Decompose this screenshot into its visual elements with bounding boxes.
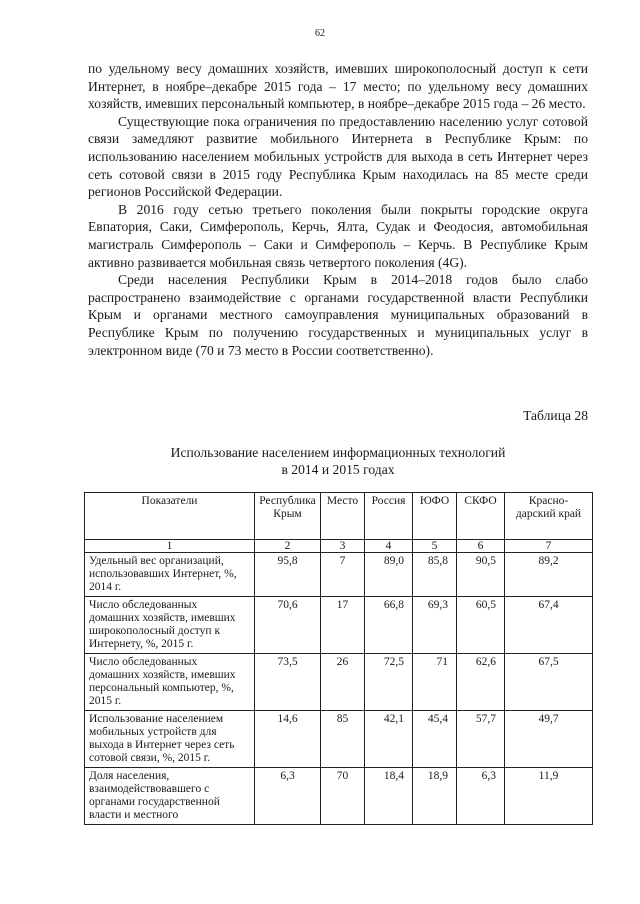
table-row: [85, 654, 593, 711]
value-cell: 57,7: [457, 711, 505, 768]
value-cell: 71: [413, 654, 457, 711]
value-cell: 67,4: [505, 597, 593, 654]
indicator-cell: Число обследованных домашних хозяйств, имевших персональный компьютер, %, 2015 г.: [85, 654, 255, 711]
table-row: [85, 768, 593, 825]
value-cell: 17: [321, 597, 365, 654]
column-index-row: [85, 540, 593, 553]
column-index: 1: [85, 540, 255, 553]
value-cell: 89,0: [365, 553, 413, 597]
column-header: Республика Крым: [255, 493, 321, 540]
value-cell: 60,5: [457, 597, 505, 654]
column-header: СКФО: [457, 493, 505, 540]
value-cell: 49,7: [505, 711, 593, 768]
value-cell: 62,6: [457, 654, 505, 711]
value-cell: 7: [321, 553, 365, 597]
value-cell: 42,1: [365, 711, 413, 768]
column-index: 7: [505, 540, 593, 553]
value-cell: 6,3: [457, 768, 505, 825]
paragraph-2: Существующие пока ограничения по предоставлению населению услуг сотовой связи замедляют развитие мобильного Интернета в Республике Крым: по использованию населением мобильных устройств для выхода в сеть Интернет через сеть сотовой связи в 2015 году Республика Крым находилась на 85 месте среди регионов Российской Федерации.: [88, 113, 588, 200]
column-header: Красно-дарский край: [505, 493, 593, 540]
value-cell: 67,5: [505, 654, 593, 711]
value-cell: 26: [321, 654, 365, 711]
value-cell: 73,5: [255, 654, 321, 711]
column-header: ЮФО: [413, 493, 457, 540]
column-header: Место: [321, 493, 365, 540]
table-row: [85, 597, 593, 654]
value-cell: 70,6: [255, 597, 321, 654]
value-cell: 69,3: [413, 597, 457, 654]
table-row: [85, 553, 593, 597]
value-cell: 89,2: [505, 553, 593, 597]
column-index: 6: [457, 540, 505, 553]
statistics-table: [84, 492, 593, 825]
value-cell: 18,4: [365, 768, 413, 825]
table-title-line-1: Использование населением информационных технологий: [170, 445, 506, 460]
value-cell: 45,4: [413, 711, 457, 768]
indicator-cell: Число обследованных домашних хозяйств, имевших широкополосный доступ к Интернету, %, 2015 г.: [85, 597, 255, 654]
value-cell: 18,9: [413, 768, 457, 825]
column-index: 3: [321, 540, 365, 553]
value-cell: 72,5: [365, 654, 413, 711]
indicator-cell: Использование населением мобильных устройств для выхода в Интернет через сеть сотовой связи, %, 2015 г.: [85, 711, 255, 768]
column-index: 4: [365, 540, 413, 553]
table-label: Таблица 28: [523, 408, 588, 423]
column-header: Показатели: [85, 493, 255, 540]
table-title-line-2: в 2014 и 2015 годах: [281, 462, 395, 477]
paragraph-3: В 2016 году сетью третьего поколения были покрыты городские округа Евпатория, Саки, Симферополь, Керчь, Ялта, Судак и Феодосия, автомобильная магистраль Симферополь – Саки и Симферополь – Керчь. В Республике Крым активно развивается мобильная связь четвертого поколения (4G).: [88, 201, 588, 270]
body-text: [88, 60, 588, 359]
value-cell: 85,8: [413, 553, 457, 597]
value-cell: 6,3: [255, 768, 321, 825]
value-cell: 85: [321, 711, 365, 768]
value-cell: 11,9: [505, 768, 593, 825]
value-cell: 66,8: [365, 597, 413, 654]
page-number: 62: [315, 28, 325, 39]
column-index: 2: [255, 540, 321, 553]
indicator-cell: Доля населения, взаимодействовавшего с органами государственной власти и местного: [85, 768, 255, 825]
column-header: Россия: [365, 493, 413, 540]
column-index: 5: [413, 540, 457, 553]
paragraph-4: Среди населения Республики Крым в 2014–2018 годов было слабо распространено взаимодействие с органами государственной власти Республики Крым и органами местного самоуправления муниципальных образований в Республике Крым по получению государственных и муниципальных услуг в электронном виде (70 и 73 место в России соответственно).: [88, 272, 588, 358]
indicator-cell: Удельный вес организаций, использовавших Интернет, %, 2014 г.: [85, 553, 255, 597]
value-cell: 14,6: [255, 711, 321, 768]
table-title: [88, 444, 588, 478]
table-header-row: [85, 493, 593, 540]
value-cell: 90,5: [457, 553, 505, 597]
table-row: [85, 711, 593, 768]
value-cell: 95,8: [255, 553, 321, 597]
value-cell: 70: [321, 768, 365, 825]
paragraph-1: по удельному весу домашних хозяйств, имевших широкополосный доступ к сети Интернет, в ноябре–декабре 2015 года – 17 место; по удельному весу домашних хозяйств, имевших персональный компьютер, в ноябре–декабре 2015 года – 26 место.: [88, 61, 588, 112]
